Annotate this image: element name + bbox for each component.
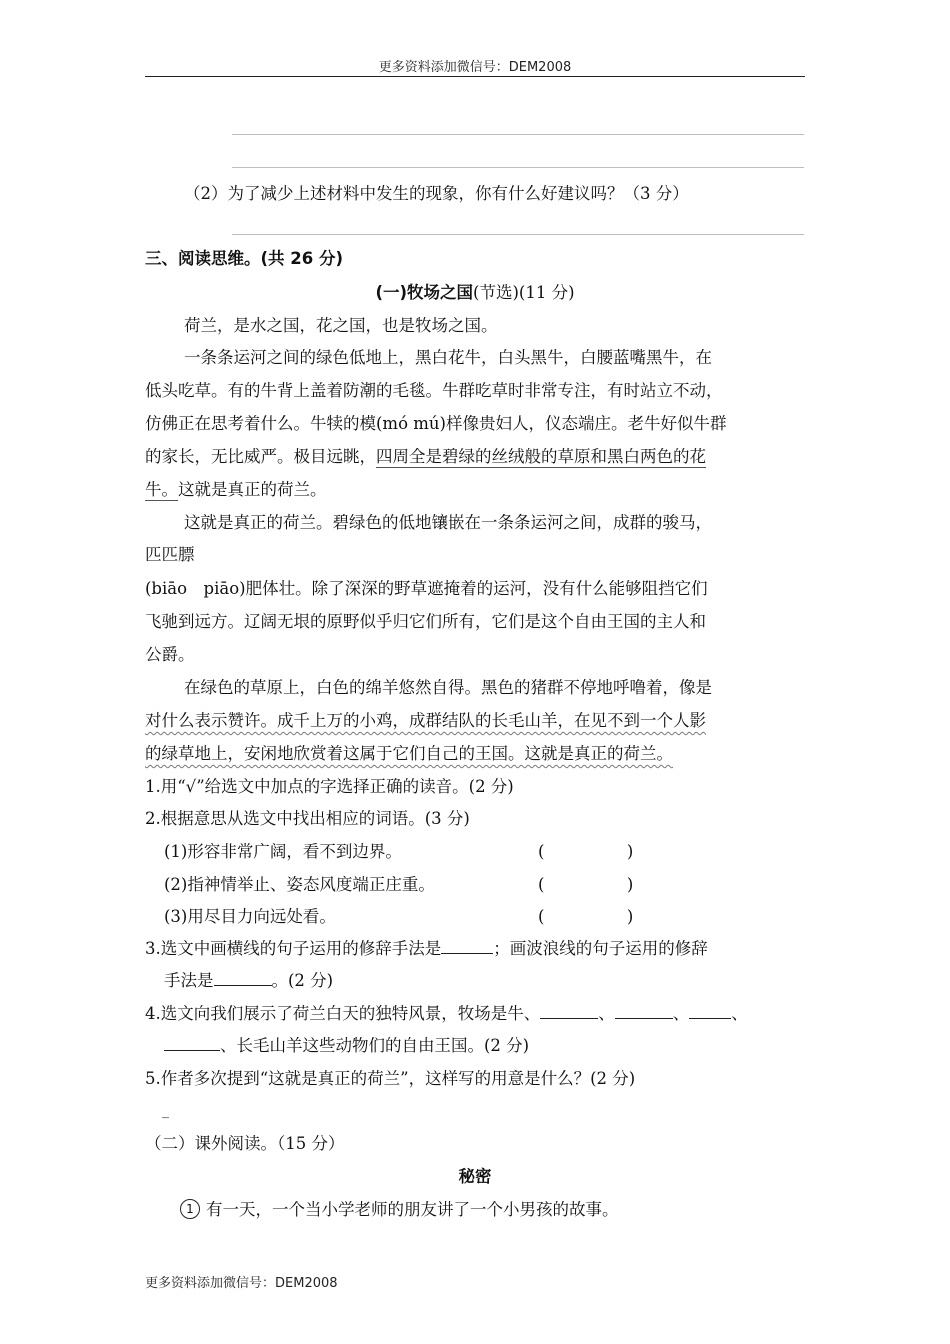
passage-2-title: 秘密 [458, 1167, 492, 1186]
passage-1-line: 这就是真正的荷兰。碧绿色的低地镶嵌在一条条运河之间，成群的骏马， [184, 513, 712, 532]
page-header: 更多资料添加微信号：DEM2008 [378, 60, 572, 75]
separator: 、 [598, 1004, 615, 1023]
passage-1-paragraph-1: 荷兰，是水之国，花之国，也是牧场之国。 [184, 316, 498, 335]
underlined-sentence-end: 牛。 [145, 480, 178, 499]
question-1: 1.用“√”给选文中加点的字选择正确的读音。(2 分) [145, 777, 514, 796]
wavy-underlined-sentence: 对什么表示赞许。成千上万的小鸡，成群结队的长毛山羊，在见不到一个人影 [145, 711, 706, 730]
question-4-cont [164, 1035, 529, 1057]
passage-2-paragraph-1 [180, 1199, 619, 1221]
answer-blank[interactable] [689, 1004, 731, 1019]
question-2-item: (3)用尽目力向远处看。 [164, 907, 336, 926]
answer-blank[interactable] [164, 1036, 220, 1051]
passage-1-text: 的家长，无比威严。极目远眺， [145, 447, 376, 466]
question-3-text: 。(2 分) [271, 971, 334, 990]
separator: 、 [220, 1036, 237, 1055]
question-4-text: 长毛山羊这些动物们的自由王国。(2 分) [236, 1036, 530, 1055]
answer-blank[interactable] [441, 939, 493, 954]
passage-1-line: 仿佛正在思考着什么。牛犊的模(mó mú)样像贵妇人，仪态端庄。老牛好似牛群 [145, 414, 727, 433]
question-5: 5.作者多次提到“这就是真正的荷兰”，这样写的用意是什么？(2 分) [145, 1069, 636, 1088]
answer-bracket[interactable]: ( ) [538, 842, 634, 861]
passage-1-text: 这就是真正的荷兰。 [178, 480, 327, 499]
answer-bracket[interactable]: ( ) [538, 907, 634, 926]
wavy-underlined-sentence: 的绿草地上，安闲地欣赏着这属于它们自己的王国。这就是真正的荷兰。 [145, 744, 673, 763]
header-divider [145, 76, 805, 77]
passage-1-line: 飞驰到远方。辽阔无垠的原野似乎归它们所有，它们是这个自由王国的主人和 [145, 612, 706, 631]
question-3-text: 手法是 [164, 971, 214, 990]
passage-1-line: (biāo piāo)肥体壮。除了深深的野草遮掩着的运河，没有什么能够阻挡它们 [145, 579, 708, 598]
passage-1-line: 在绿色的草原上，白色的绵羊悠然自得。黑色的猪群不停地呼噜着，像是 [184, 678, 712, 697]
answer-blank[interactable] [540, 1004, 598, 1019]
passage-2-text: 有一天，一个当小学老师的朋友讲了一个小男孩的故事。 [206, 1200, 619, 1219]
passage-1-line [145, 446, 706, 468]
passage-2-heading: （二）课外阅读。（15 分） [145, 1134, 345, 1153]
question-3-text: ；画波浪线的句子运用的修辞 [493, 939, 708, 958]
passage-1-title [0, 282, 950, 304]
passage-1-line: 一条条运河之间的绿色低地上，黑白花牛，白头黑牛，白腰蓝嘴黑牛，在 [184, 348, 712, 367]
question-3-text: 3.选文中画横线的句子运用的修辞手法是 [145, 939, 442, 958]
answer-line[interactable] [232, 234, 804, 235]
answer-blank[interactable] [214, 971, 272, 986]
passage-1-line: 公爵。 [145, 645, 195, 664]
question-3 [145, 938, 708, 960]
passage-1-line: 低头吃草。有的牛背上盖着防潮的毛毯。牛群吃草时非常专注，有时站立不动， [145, 381, 723, 400]
question-4-text: 4.选文向我们展示了荷兰白天的独特风景，牧场是牛、 [145, 1004, 541, 1023]
passage-1-line: 匹匹膘 [145, 545, 195, 564]
question-2-item: (2)指神情举止、姿态风度端正庄重。 [164, 875, 435, 894]
passage-1-title-note: (节选)(11 分) [473, 283, 575, 302]
answer-line[interactable] [232, 167, 804, 168]
underlined-sentence: 四周全是碧绿的丝绒般的草原和黑白两色的花 [376, 447, 706, 466]
separator: 、 [731, 1004, 748, 1023]
passage-1-title-main: (一)牧场之国 [375, 283, 474, 302]
answer-blank[interactable] [615, 1004, 673, 1019]
section-3-title: 三、阅读思维。(共 26 分) [145, 249, 344, 268]
separator: 、 [672, 1004, 690, 1023]
question-2-prompt: （2）为了减少上述材料中发生的现象，你有什么好建议吗？（3 分） [184, 184, 689, 203]
question-4 [145, 1003, 748, 1025]
page-footer: 更多资料添加微信号：DEM2008 [145, 1276, 338, 1291]
answer-bracket[interactable]: ( ) [538, 875, 634, 894]
answer-line[interactable] [232, 134, 804, 135]
question-3-cont [164, 970, 333, 992]
passage-1-line [145, 479, 327, 501]
paragraph-number: 1 [180, 1199, 200, 1219]
question-2: 2.根据意思从选文中找出相应的词语。(3 分) [145, 809, 470, 828]
answer-mark[interactable]: _ [162, 1103, 169, 1119]
question-2-item: (1)形容非常广阔，看不到边界。 [164, 842, 402, 861]
